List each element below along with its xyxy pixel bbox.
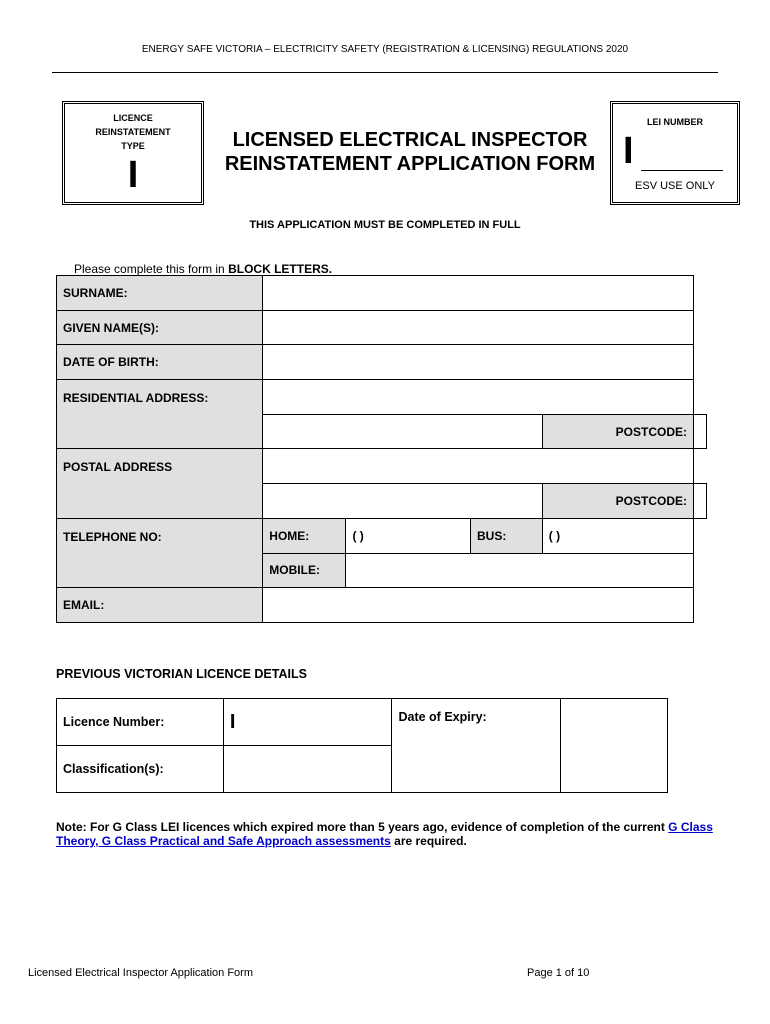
postal-address-field-2[interactable] [263, 484, 542, 519]
header-divider [52, 72, 718, 73]
postal-address-label: POSTAL ADDRESS [57, 449, 263, 518]
instruction-text: Please complete this form in [74, 262, 229, 276]
table-row [57, 588, 707, 623]
residential-postcode-label: POSTCODE: [542, 414, 693, 449]
postal-postcode-label: POSTCODE: [542, 484, 693, 519]
dob-field[interactable] [263, 345, 694, 380]
postal-postcode-field[interactable] [694, 484, 707, 519]
lei-number-box [610, 101, 740, 205]
page-number: Page 1 of 10 [527, 967, 590, 979]
residential-address-field[interactable] [263, 380, 694, 415]
bus-phone-label: BUS: [470, 518, 542, 553]
residential-address-label: RESIDENTIAL ADDRESS: [57, 380, 263, 449]
classifications-field[interactable] [223, 746, 392, 793]
lei-number-label: LEI NUMBER [647, 117, 703, 127]
esv-use-only-label: ESV USE ONLY [635, 180, 715, 192]
table-row [57, 276, 707, 311]
must-complete-notice: THIS APPLICATION MUST BE COMPLETED IN FULL [249, 219, 521, 231]
applicant-details-table [56, 275, 707, 623]
form-title-line1: LICENSED ELECTRICAL INSPECTOR [232, 129, 588, 151]
licence-number-label: Licence Number: [57, 699, 224, 746]
postal-address-field[interactable] [263, 449, 694, 484]
surname-field[interactable] [263, 276, 694, 311]
licence-number-value: I [229, 710, 236, 733]
licence-type-label-line2: REINSTATEMENT [95, 127, 171, 137]
form-title [210, 128, 610, 176]
licence-type-label-line1: LICENCE [113, 113, 153, 123]
assessments-link[interactable]: G Class Theory, G Class Practical and Safe Approach assessments [56, 820, 713, 848]
table-row [57, 345, 707, 380]
given-names-field[interactable] [263, 310, 694, 345]
mobile-field[interactable] [346, 553, 694, 588]
licence-type-value: I [127, 154, 139, 196]
note-text: Note: For G Class LEI licences which expired more than 5 years ago, evidence of completion of the current [56, 820, 669, 834]
surname-label: SURNAME: [57, 276, 263, 311]
telephone-label: TELEPHONE NO: [57, 518, 263, 587]
table-row [57, 699, 668, 746]
home-phone-field[interactable]: ( ) [346, 518, 471, 553]
table-row [57, 518, 707, 553]
table-row [57, 380, 707, 415]
licence-number-field[interactable] [223, 699, 392, 746]
block-letters-instruction [74, 262, 332, 276]
table-row [57, 449, 707, 484]
note-suffix: are required. [390, 834, 467, 848]
classifications-label: Classification(s): [57, 746, 224, 793]
email-label: EMAIL: [57, 588, 263, 623]
email-field[interactable] [263, 588, 694, 623]
page-header: ENERGY SAFE VICTORIA – ELECTRICITY SAFETY (REGISTRATION & LICENSING) REGULATIONS 2020 [141, 44, 629, 55]
licence-type-box [62, 101, 204, 205]
previous-licence-heading: PREVIOUS VICTORIAN LICENCE DETAILS [56, 667, 307, 681]
g-class-note [56, 820, 726, 848]
given-names-label: GIVEN NAME(S): [57, 310, 263, 345]
mobile-label: MOBILE: [263, 553, 346, 588]
home-phone-label: HOME: [263, 518, 346, 553]
licence-type-label-line3: TYPE [121, 141, 145, 151]
dob-label: DATE OF BIRTH: [57, 345, 263, 380]
licence-type-label [65, 111, 201, 153]
residential-address-field-2[interactable] [263, 414, 542, 449]
residential-postcode-field[interactable] [694, 414, 707, 449]
form-title-line2: REINSTATEMENT APPLICATION FORM [224, 153, 596, 175]
date-of-expiry-field[interactable] [561, 699, 668, 793]
table-row [57, 310, 707, 345]
lei-number-value: I [623, 130, 634, 172]
previous-licence-table [56, 698, 668, 793]
date-of-expiry-label: Date of Expiry: [392, 699, 561, 793]
instruction-emphasis: BLOCK LETTERS. [228, 262, 333, 276]
lei-number-line [641, 170, 723, 171]
footer-form-name: Licensed Electrical Inspector Application Form [28, 967, 253, 979]
bus-phone-field[interactable]: ( ) [542, 518, 693, 553]
